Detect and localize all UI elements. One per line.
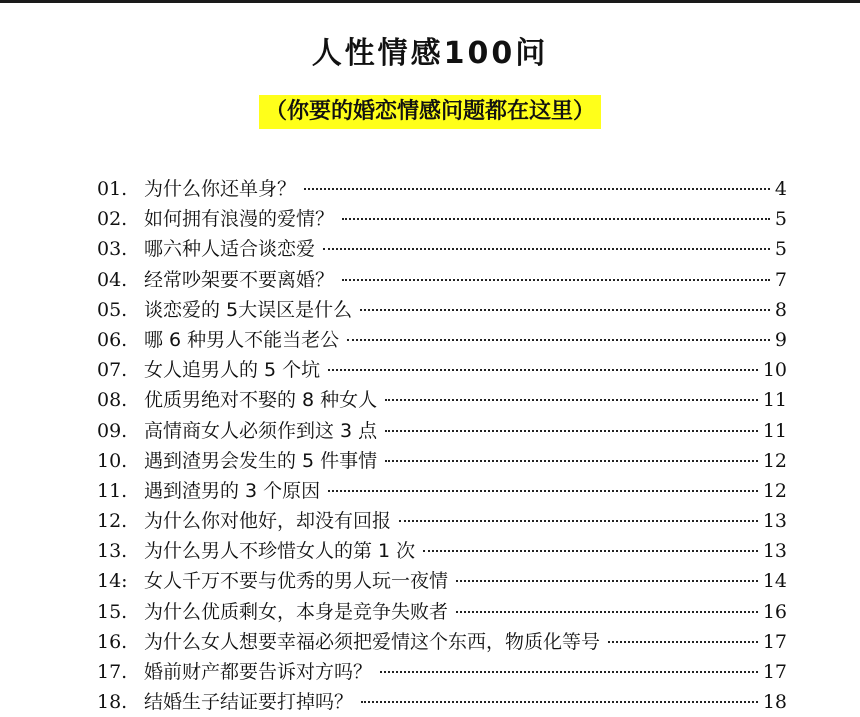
toc-item[interactable] bbox=[97, 476, 787, 506]
toc-item-number: 12. bbox=[97, 510, 128, 533]
toc-item-page-number: 5 bbox=[774, 208, 787, 231]
toc-item-number: 15. bbox=[97, 600, 128, 623]
toc-item-title: 为什么优质剩女，本身是竞争失败者 bbox=[144, 600, 449, 623]
document-subtitle-highlighted: （你要的婚恋情感问题都在这里） bbox=[259, 95, 601, 129]
toc-item[interactable] bbox=[97, 174, 787, 204]
toc-item-number: 17. bbox=[97, 661, 128, 683]
toc-leader-dots bbox=[342, 218, 770, 220]
subtitle-container bbox=[0, 95, 860, 129]
toc-leader-dots bbox=[385, 430, 758, 432]
toc-item-page-number: 18 bbox=[762, 691, 787, 714]
toc-item[interactable] bbox=[97, 355, 787, 385]
toc-item-number: 06. bbox=[97, 328, 128, 351]
toc-item-number: 07. bbox=[97, 359, 128, 382]
toc-item-page-number: 12 bbox=[762, 479, 787, 502]
toc-item-number: 16. bbox=[97, 630, 128, 653]
toc-item-number: 01. bbox=[97, 178, 128, 200]
toc-item[interactable] bbox=[97, 506, 787, 536]
toc-leader-dots bbox=[328, 490, 758, 492]
toc-leader-dots bbox=[304, 188, 770, 190]
toc-leader-dots bbox=[456, 580, 758, 582]
toc-item-number: 13. bbox=[97, 540, 128, 563]
toc-item-page-number: 14 bbox=[762, 570, 787, 593]
toc-item-page-number: 17 bbox=[762, 661, 787, 683]
toc-item-page-number: 16 bbox=[762, 600, 787, 623]
top-border-line bbox=[0, 0, 860, 3]
toc-item-number: 03. bbox=[97, 238, 128, 261]
toc-item[interactable] bbox=[97, 265, 787, 295]
toc-item-number: 14: bbox=[97, 570, 128, 593]
document-title: 人性情感100问 bbox=[311, 36, 549, 71]
toc-item-page-number: 13 bbox=[762, 510, 787, 533]
toc-item-page-number: 11 bbox=[762, 419, 787, 442]
toc-leader-dots bbox=[399, 520, 758, 522]
toc-leader-dots bbox=[361, 701, 758, 703]
toc-leader-dots bbox=[385, 460, 758, 462]
toc-item-number: 08. bbox=[97, 389, 128, 412]
toc-leader-dots bbox=[380, 671, 758, 673]
toc-item-number: 11. bbox=[97, 479, 128, 502]
toc-item-title: 为什么你对他好，却没有回报 bbox=[144, 510, 392, 533]
toc-item[interactable] bbox=[97, 234, 787, 264]
toc-item[interactable] bbox=[97, 687, 787, 717]
toc-item[interactable] bbox=[97, 385, 787, 415]
toc-item-page-number: 17 bbox=[762, 630, 787, 653]
toc-item-title: 经常吵架要不要离婚？ bbox=[144, 268, 335, 291]
toc-item-number: 05. bbox=[97, 298, 128, 321]
toc-leader-dots bbox=[423, 550, 758, 552]
toc-leader-dots bbox=[360, 309, 770, 311]
toc-item-title: 哪六种人适合谈恋爱 bbox=[144, 238, 316, 261]
toc-item-page-number: 10 bbox=[762, 359, 787, 382]
toc-item-title: 优质男绝对不娶的 8 种女人 bbox=[144, 389, 378, 412]
toc-item-title: 遇到渣男的 3 个原因 bbox=[144, 479, 321, 502]
toc-item-number: 09. bbox=[97, 419, 128, 442]
toc-item-page-number: 8 bbox=[774, 298, 787, 321]
toc-item-title: 为什么女人想要幸福必须把爱情这个东西，物质化等号 bbox=[144, 630, 601, 653]
toc-item-page-number: 5 bbox=[774, 238, 787, 261]
toc-leader-dots bbox=[608, 641, 758, 643]
toc-item-number: 04. bbox=[97, 268, 128, 291]
toc-leader-dots bbox=[328, 369, 758, 371]
toc-item-title: 哪 6 种男人不能当老公 bbox=[144, 328, 340, 351]
toc-leader-dots bbox=[456, 611, 758, 613]
toc-leader-dots bbox=[342, 279, 770, 281]
toc-item-number: 10. bbox=[97, 449, 128, 472]
toc-item-title: 为什么男人不珍惜女人的第 1 次 bbox=[144, 540, 416, 563]
toc-item[interactable] bbox=[97, 597, 787, 627]
toc-item-page-number: 7 bbox=[774, 268, 787, 291]
toc-item-title: 为什么你还单身？ bbox=[144, 178, 297, 200]
toc-item-page-number: 12 bbox=[762, 449, 787, 472]
toc-leader-dots bbox=[385, 399, 758, 401]
toc-item[interactable] bbox=[97, 536, 787, 566]
toc-item-page-number: 4 bbox=[774, 178, 787, 200]
toc-item-title: 女人千万不要与优秀的男人玩一夜情 bbox=[144, 570, 449, 593]
toc-item[interactable] bbox=[97, 657, 787, 687]
toc-item[interactable] bbox=[97, 416, 787, 446]
toc-item-number: 18. bbox=[97, 691, 128, 714]
toc-item-page-number: 9 bbox=[774, 328, 787, 351]
toc-item-title: 遇到渣男会发生的 5 件事情 bbox=[144, 449, 378, 472]
toc-item-page-number: 11 bbox=[762, 389, 787, 412]
table-of-contents bbox=[97, 174, 787, 717]
toc-item[interactable] bbox=[97, 446, 787, 476]
toc-leader-dots bbox=[323, 248, 770, 250]
toc-item-number: 02. bbox=[97, 208, 128, 231]
toc-item[interactable] bbox=[97, 295, 787, 325]
toc-item-title: 女人追男人的 5 个坑 bbox=[144, 359, 321, 382]
toc-item[interactable] bbox=[97, 627, 787, 657]
toc-item-page-number: 13 bbox=[762, 540, 787, 563]
toc-item-title: 谈恋爱的 5大误区是什么 bbox=[144, 298, 353, 321]
toc-item-title: 如何拥有浪漫的爱情？ bbox=[144, 208, 335, 231]
toc-item-title: 高情商女人必须作到这 3 点 bbox=[144, 419, 378, 442]
toc-item[interactable] bbox=[97, 204, 787, 234]
toc-item[interactable] bbox=[97, 566, 787, 596]
toc-item[interactable] bbox=[97, 325, 787, 355]
toc-item-title: 结婚生子结证要打掉吗？ bbox=[144, 691, 354, 714]
toc-leader-dots bbox=[347, 339, 770, 341]
toc-item-title: 婚前财产都要告诉对方吗？ bbox=[144, 661, 373, 683]
